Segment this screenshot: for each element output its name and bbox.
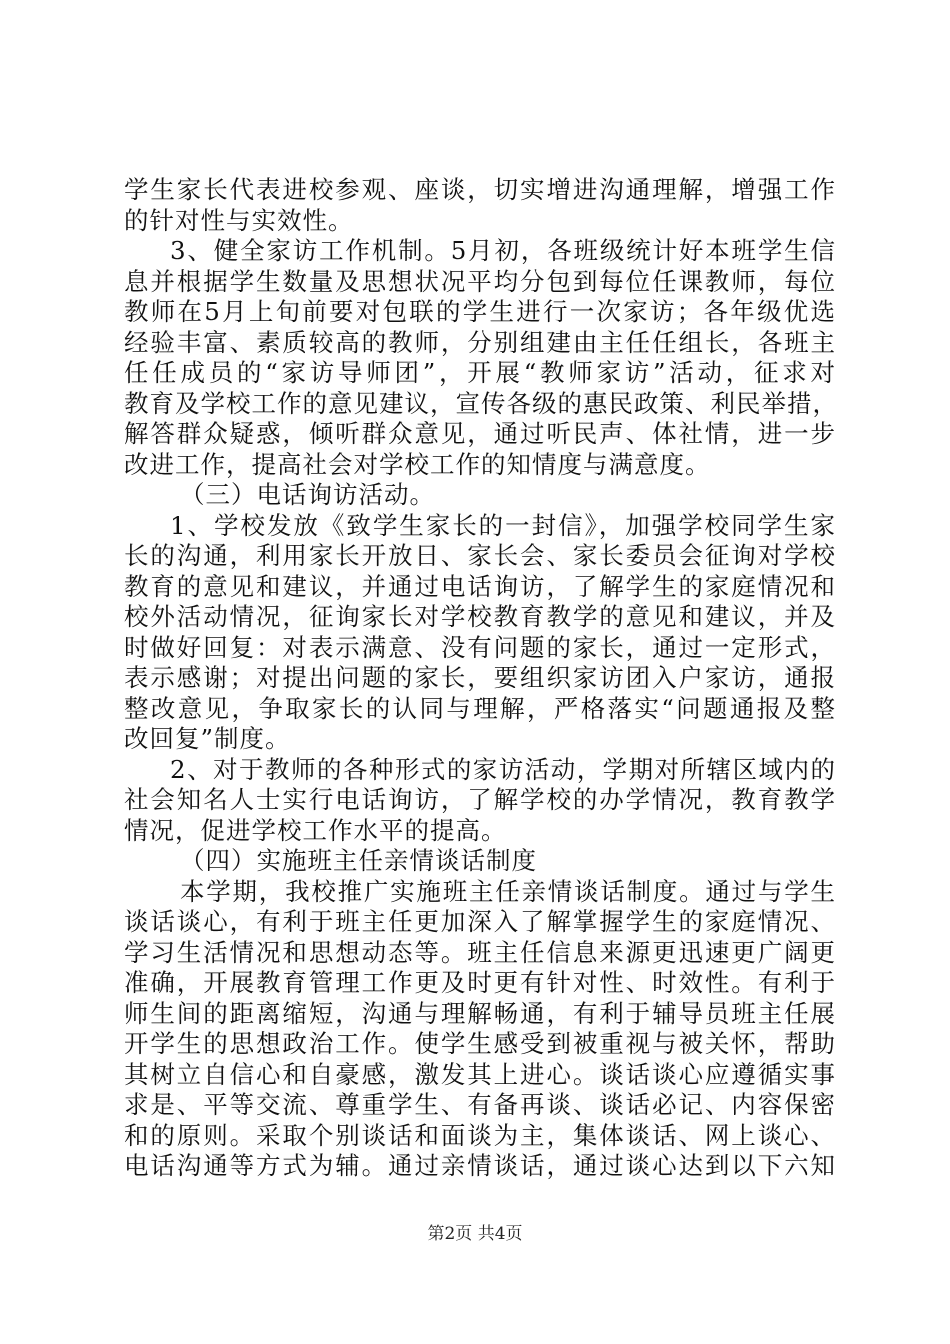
text-line: 的针对性与实效性。 [124,206,354,235]
text-line: 其树立自信心和自豪感，激发其上进心。谈话谈心应遵循实事 [124,1060,836,1089]
text-line: 本学期，我校推广实施班主任亲情谈话制度。通过与学生 [180,877,836,906]
text-line: 教育的意见和建议，并通过电话询访，了解学生的家庭情况和 [124,572,836,601]
text-line: 长的沟通，利用家长开放日、家长会、家长委员会征询对学校 [124,541,836,570]
text-line: 教师在5月上旬前要对包联的学生进行一次家访；各年级优选 [124,297,836,326]
text-line: 情况，促进学校工作水平的提高。 [124,816,507,845]
text-line: 整改意见，争取家长的认同与理解，严格落实“问题通报及整 [124,694,836,723]
text-line: 教育及学校工作的意见建议，宣传各级的惠民政策、利民举措， [124,389,838,418]
text-line: 电话沟通等方式为辅。通过亲情谈话，通过谈心达到以下六知 [124,1151,836,1180]
text-line: 学习生活情况和思想动态等。班主任信息来源更迅速更广阔更 [124,938,836,967]
text-line: 任任成员的“家访导师团”，开展“教师家访”活动，征求对 [124,358,836,387]
text-line: 社会知名人士实行电话询访，了解学校的办学情况，教育教学 [124,785,836,814]
text-line: 师生间的距离缩短，沟通与理解畅通，有利于辅导员班主任展 [124,999,836,1028]
text-line: 谈话谈心，有利于班主任更加深入了解掌握学生的家庭情况、 [124,907,836,936]
text-line: 学生家长代表进校参观、座谈，切实增进沟通理解，增强工作 [124,175,836,204]
text-line: 求是、平等交流、尊重学生、有备再谈、谈话必记、内容保密 [124,1090,836,1119]
text-line: 准确，开展教育管理工作更及时更有针对性、时效性。有利于 [124,968,836,997]
page-number-footer: 第2页 共4页 [427,1224,523,1244]
text-line: 时做好回复：对表示满意、没有问题的家长，通过一定形式， [124,633,836,662]
section-heading: （四）实施班主任亲情谈话制度 [180,846,537,875]
text-line: 校外活动情况，征询家长对学校教育教学的意见和建议，并及 [124,602,836,631]
text-line: 息并根据学生数量及思想状况平均分包到每位任课教师，每位 [124,267,836,296]
text-line: 2、对于教师的各种形式的家访活动，学期对所辖区域内的 [170,755,836,784]
text-line: 开学生的思想政治工作。使学生感受到被重视与被关怀，帮助 [124,1029,836,1058]
text-line: 解答群众疑惑，倾听群众意见，通过听民声、体社情，进一步 [124,419,836,448]
text-line: 和的原则。采取个别谈话和面谈为主，集体谈话、网上谈心、 [124,1121,836,1150]
text-line: 3、健全家访工作机制。5月初，各班级统计好本班学生信 [170,236,836,265]
text-line: 1、学校发放《致学生家长的一封信》，加强学校同学生家 [170,511,836,540]
text-line: 改回复”制度。 [124,724,291,753]
section-heading: （三）电话询访活动。 [180,480,435,509]
text-line: 经验丰富、素质较高的教师，分别组建由主任任组长，各班主 [124,328,836,357]
text-line: 改进工作，提高社会对学校工作的知情度与满意度。 [124,450,711,479]
text-line: 表示感谢；对提出问题的家长，要组织家访团入户家访，通报 [124,663,836,692]
